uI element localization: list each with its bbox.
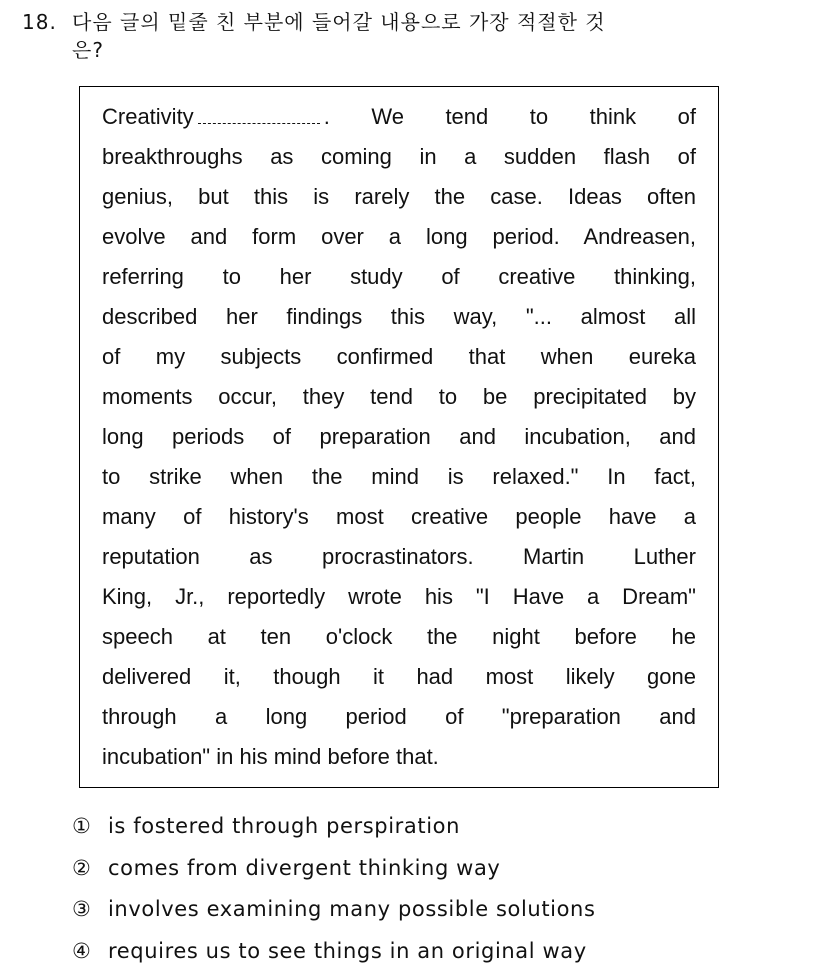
option-marker-3: ③ bbox=[72, 889, 108, 931]
question-prompt-continuation: 은? bbox=[22, 36, 812, 64]
question-header bbox=[22, 8, 812, 64]
passage-line: long periods of preparation and incubation, and bbox=[102, 417, 696, 457]
blank-underline bbox=[198, 109, 320, 124]
answer-option-1[interactable] bbox=[72, 806, 792, 848]
passage-line: of my subjects confirmed that when eureka bbox=[102, 337, 696, 377]
option-text-2: comes from divergent thinking way bbox=[108, 856, 500, 880]
answer-option-3[interactable] bbox=[72, 889, 792, 931]
question-prompt: 다음 글의 밑줄 친 부분에 들어갈 내용으로 가장 적절한 것 bbox=[72, 10, 606, 34]
passage-line: speech at ten o'clock the night before he bbox=[102, 617, 696, 657]
question-number: 18. bbox=[22, 8, 72, 36]
passage-text bbox=[102, 97, 696, 777]
passage-line: through a long period of "preparation and bbox=[102, 697, 696, 737]
passage-line: reputation as procrastinators. Martin Luther bbox=[102, 537, 696, 577]
answer-options bbox=[72, 806, 792, 972]
passage-line-first bbox=[102, 97, 696, 137]
passage-line-last: incubation" in his mind before that. bbox=[102, 737, 696, 777]
passage-line: breakthroughs as coming in a sudden flash of bbox=[102, 137, 696, 177]
option-marker-1: ① bbox=[72, 806, 108, 848]
passage-line: described her findings this way, "... almost all bbox=[102, 297, 696, 337]
option-text-1: is fostered through perspiration bbox=[108, 814, 460, 838]
passage-line: moments occur, they tend to be precipitated by bbox=[102, 377, 696, 417]
passage-line: genius, but this is rarely the case. Ideas often bbox=[102, 177, 696, 217]
option-marker-2: ② bbox=[72, 848, 108, 890]
passage-box bbox=[79, 86, 719, 788]
passage-after-blank: . We tend to think of bbox=[324, 104, 696, 129]
passage-line: many of history's most creative people have a bbox=[102, 497, 696, 537]
passage-line: referring to her study of creative thinking, bbox=[102, 257, 696, 297]
passage-line: to strike when the mind is relaxed." In fact, bbox=[102, 457, 696, 497]
answer-option-2[interactable] bbox=[72, 848, 792, 890]
option-text-3: involves examining many possible solutions bbox=[108, 897, 596, 921]
passage-first-word: Creativity bbox=[102, 104, 194, 129]
question-line-1 bbox=[22, 8, 812, 36]
option-text-4: requires us to see things in an original way bbox=[108, 939, 587, 963]
passage-line: evolve and form over a long period. Andreasen, bbox=[102, 217, 696, 257]
passage-line: King, Jr., reportedly wrote his "I Have a Dream" bbox=[102, 577, 696, 617]
option-marker-4: ④ bbox=[72, 931, 108, 972]
passage-line: delivered it, though it had most likely gone bbox=[102, 657, 696, 697]
